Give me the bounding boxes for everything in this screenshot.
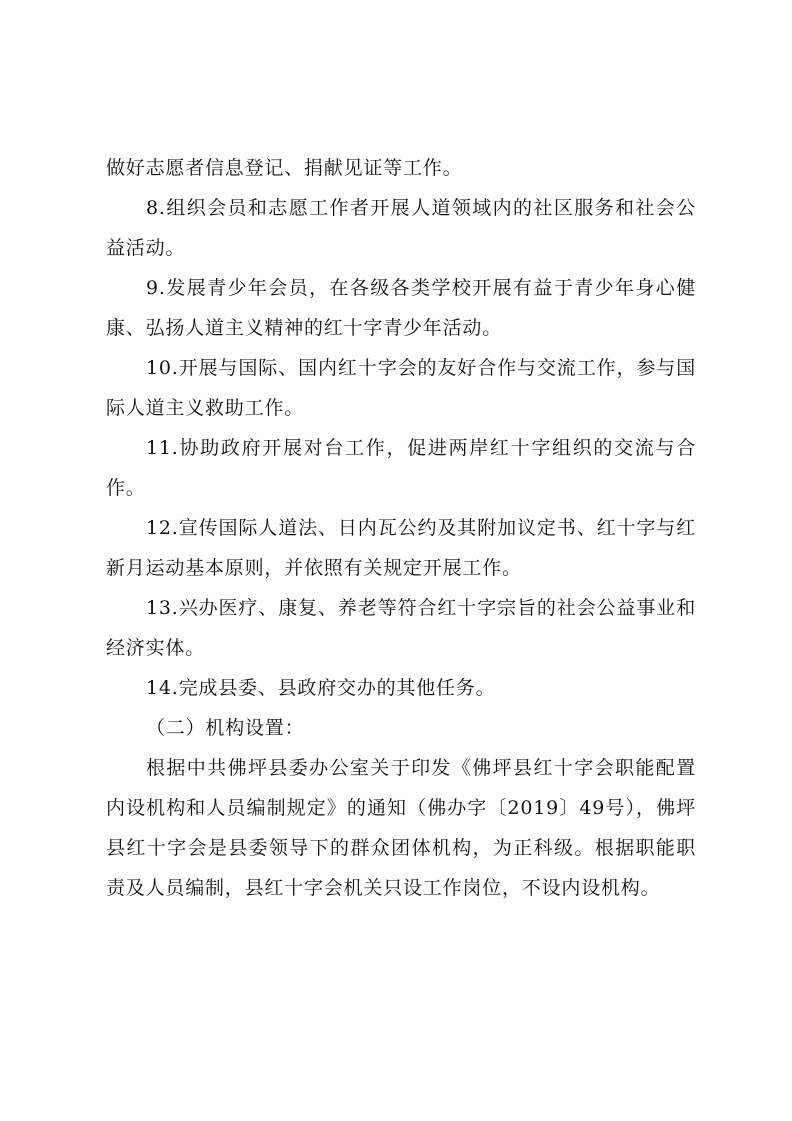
paragraph-item-10: 10.开展与国际、国内红十字会的友好合作与交流工作，参与国际人道主义救助工作。 bbox=[106, 357, 696, 419]
paragraph-item-9: 9.发展青少年会员，在各级各类学校开展有益于青少年身心健康、弘扬人道主义精神的红十字青少年活动。 bbox=[106, 277, 696, 339]
paragraph-item-14: 14.完成县委、县政府交办的其他任务。 bbox=[146, 677, 496, 699]
paragraph-item-13: 13.兴办医疗、康复、养老等符合红十字宗旨的社会公益事业和经济实体。 bbox=[106, 597, 696, 659]
paragraph-continuation: 做好志愿者信息登记、捐献见证等工作。 bbox=[106, 157, 463, 179]
paragraph-item-12: 12.宣传国际人道法、日内瓦公约及其附加议定书、红十字与红新月运动基本原则，并依照有关规定开展工作。 bbox=[106, 517, 696, 579]
document-body bbox=[106, 148, 696, 908]
section-heading-organization: （二）机构设置： bbox=[146, 717, 305, 739]
paragraph-item-8: 8.组织会员和志愿工作者开展人道领域内的社区服务和社会公益活动。 bbox=[106, 197, 696, 259]
paragraph-item-11: 11.协助政府开展对台工作，促进两岸红十字组织的交流与合作。 bbox=[106, 437, 696, 499]
paragraph-organization-setup: 根据中共佛坪县委办公室关于印发《佛坪县红十字会职能配置内设机构和人员编制规定》的通知（佛办字〔2019〕49号），佛坪县红十字会是县委领导下的群众团体机构，为正科级。根据职能职责及人员编制，县红十字会机关只设工作岗位，不设内设机构。 bbox=[106, 757, 696, 899]
